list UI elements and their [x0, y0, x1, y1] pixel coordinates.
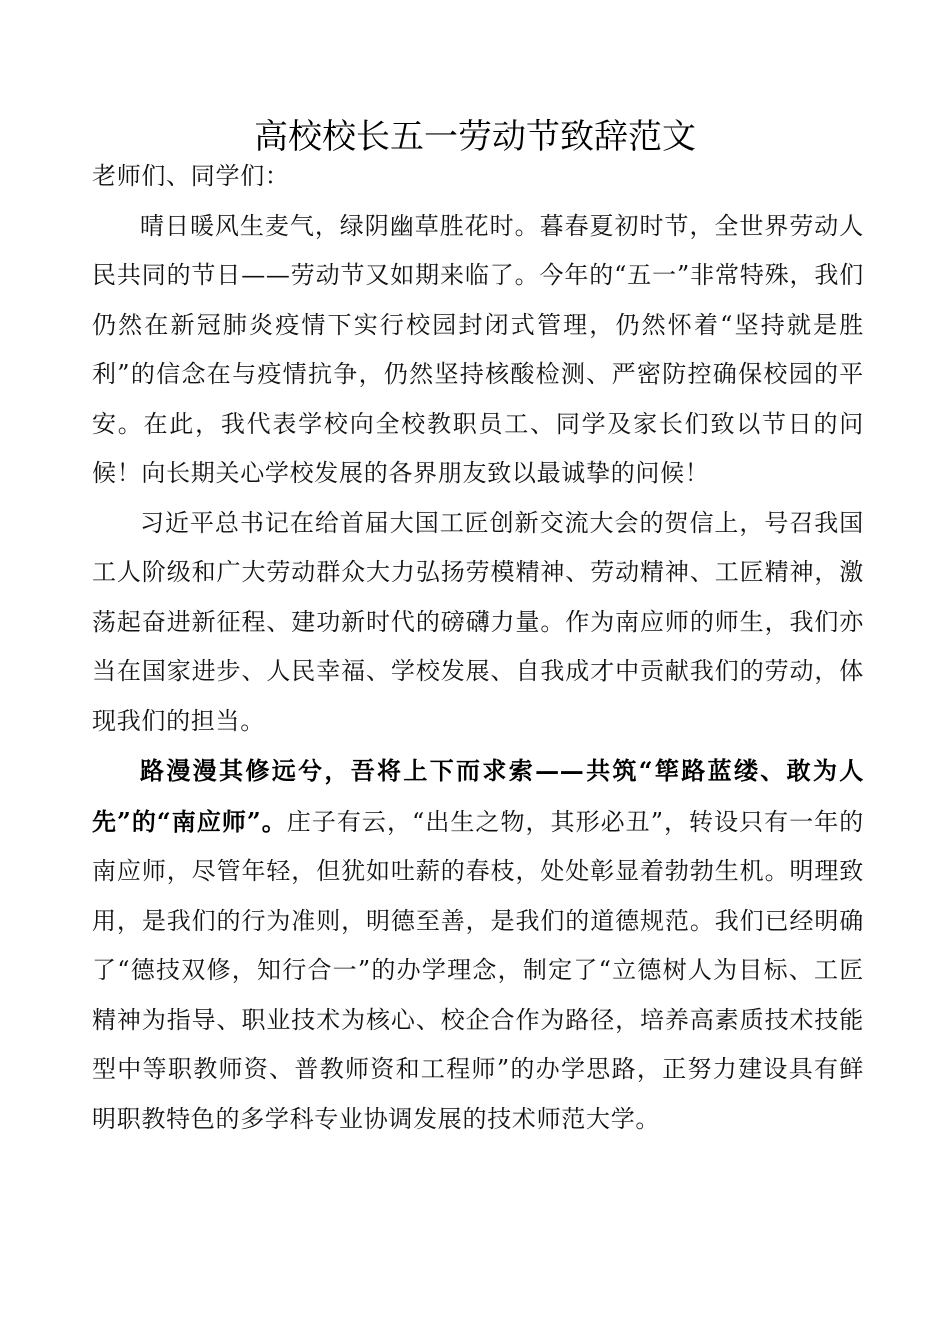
- paragraph-greeting: 晴日暖风生麦气，绿阴幽草胜花时。暮春夏初时节，全世界劳动人民共同的节日——劳动节又如期来临了。今年的“五一”非常特殊，我们仍然在新冠肺炎疫情下实行校园封闭式管理，仍然怀着“坚持就是胜利”的信念在与疫情抗争，仍然坚持核酸检测、严密防控确保校园的平安。在此，我代表学校向全校教职员工、同学及家长们致以节日的问候！向长期关心学校发展的各界朋友致以最诚挚的问候！: [92, 211, 864, 487]
- document-title: 高校校长五一劳动节致辞范文: [254, 117, 696, 157]
- document-body: [92, 152, 864, 1144]
- paragraph-school-vision: [92, 746, 864, 1144]
- paragraph-body: 庄子有云，“出生之物，其形必丑”，转设只有一年的南应师，尽管年轻，但犹如吐薪的春枝，处处彰显着勃勃生机。明理致用，是我们的行为准则，明德至善，是我们的道德规范。我们已经明确了“德技双修，知行合一”的办学理念，制定了“立德树人为目标、工匠精神为指导、职业技术为核心、校企合作为路径，培养高素质技术技能型中等职教师资、普教师资和工程师”的办学思路，正努力建设具有鲜明职教特色的多学科专业协调发展的技术师范大学。: [92, 807, 864, 1133]
- paragraph-craftsman-spirit: 习近平总书记在给首届大国工匠创新交流大会的贺信上，号召我国工人阶级和广大劳动群众大力弘扬劳模精神、劳动精神、工匠精神，激荡起奋进新征程、建功新时代的磅礴力量。作为南应师的师生，我们亦当在国家进步、人民幸福、学校发展、自我成才中贡献我们的劳动，体现我们的担当。: [92, 508, 864, 735]
- paragraph-bold-lead: 路漫漫其修远兮，吾将上下而求索——共筑“筚路蓝缕、敢为人先”的“南应师”。: [92, 756, 864, 836]
- salutation: 老师们、同学们：: [92, 162, 290, 190]
